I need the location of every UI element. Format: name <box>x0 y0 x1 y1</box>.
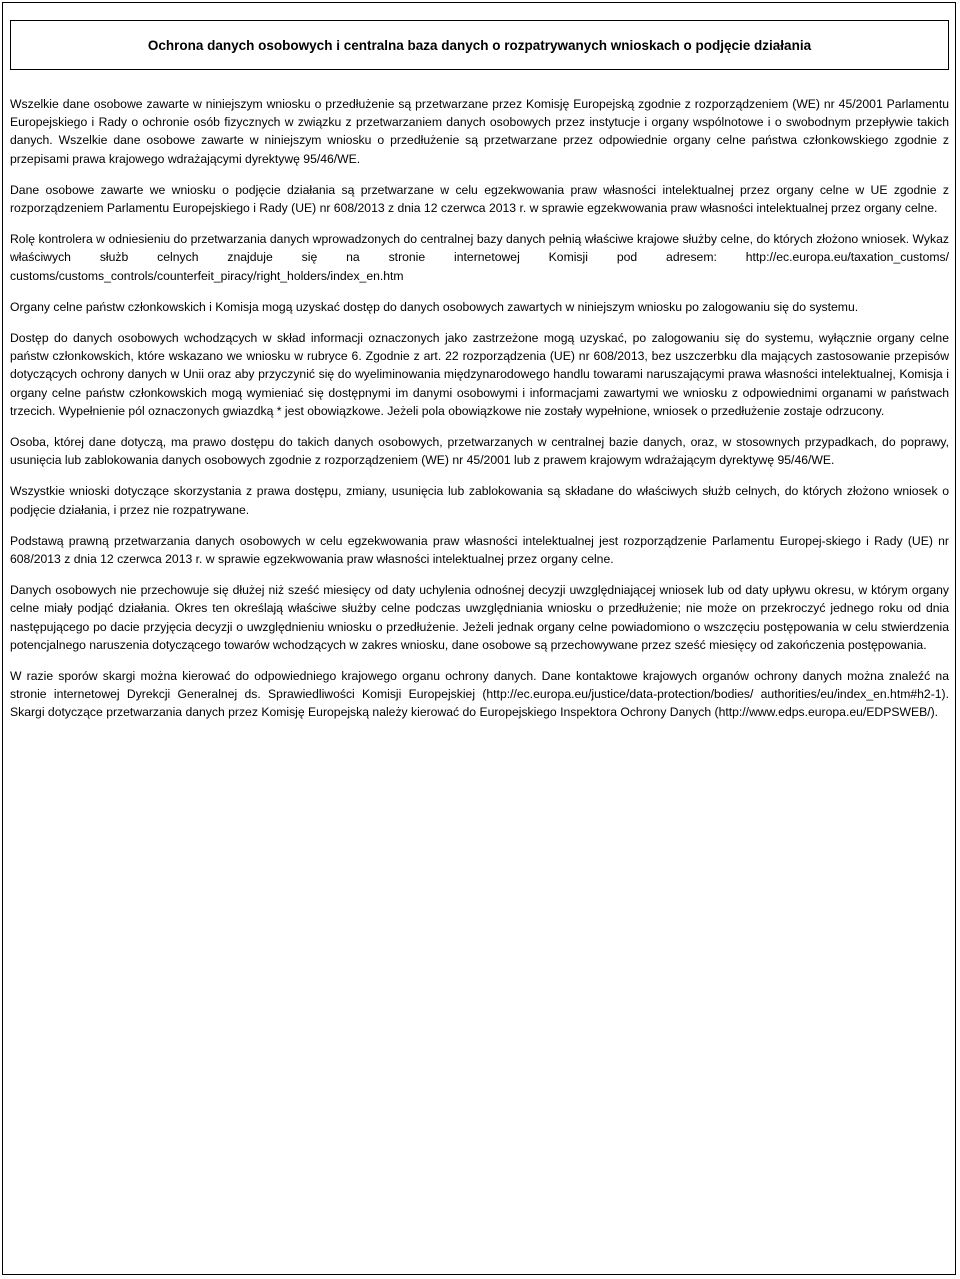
paragraph-retention-period: Danych osobowych nie przechowuje się dłużej niż sześć miesięcy od daty uchylenia odnośnej decyzji uwzględniającej wniosek lub od daty upływu okresu, w którym organy celne miały podjąć działania. Okres ten określają właściwe służby celne podczas uwzględniania wniosku o przedłużenie; nie może on przekroczyć jednego roku od dnia następującego po dacie przyjęcia decyzji o uwzględnieniu wniosku o przedłużenie. Jeżeli jednak organy celne powiadomiono o wszczęciu postępowania w celu stwierdzenia potencjalnego naruszenia dotyczącego towarów wchodzących w zakres wniosku, dane osobowe są przechowywane przez sześć miesięcy od zakończenia postępowania. <box>10 583 949 652</box>
paragraph-data-subject-rights: Osoba, której dane dotyczą, ma prawo dostępu do takich danych osobowych, przetwarzanych w centralnej bazie danych, oraz, w stosownych przypadkach, do poprawy, usunięcia lub zablokowania danych osobowych zgodnie z rozporządzeniem (WE) nr 45/2001 lub z prawem krajowym wdrażającym dyrektywę 95/46/WE. <box>10 435 949 468</box>
paragraph-data-processing-basis: Wszelkie dane osobowe zawarte w niniejszym wniosku o przedłużenie są przetwarzane przez Komisję Europejską zgodnie z rozporządzeniem (WE) nr 45/2001 Parlamentu Europejskiego i Rady o ochronie osób fizycznych w związku z przetwarzaniem danych osobowych przez instytucje i organy wspólnotowe i o swobodnym przepływie takich danych. Wszelkie dane osobowe zawarte w niniejszym wniosku o przedłużenie są przetwarzane przez odpowiednie organy celne państwa członkowskiego zgodnie z przepisami prawa krajowego wdrażającymi dyrektywę 95/46/WE. <box>10 97 949 166</box>
paragraph-requests-handling: Wszystkie wnioski dotyczące skorzystania z prawa dostępu, zmiany, usunięcia lub zablokowania są składane do właściwych służb celnych, do których złożono wniosek o podjęcie działania, i przez nie rozpatrywane. <box>10 484 949 517</box>
document-title: Ochrona danych osobowych i centralna baza danych o rozpatrywanych wnioskach o podjęcie działania <box>147 37 812 53</box>
paragraph-system-access: Organy celne państw członkowskich i Komisja mogą uzyskać dostęp do danych osobowych zawartych w niniejszym wniosku po zalogowaniu się do systemu. <box>10 299 859 314</box>
paragraph-complaints: W razie sporów skargi można kierować do odpowiedniego krajowego organu ochrony danych. Dane kontaktowe krajowych organów ochrony danych można znaleźć na stronie internetowej Dyrekcji Generalnej ds. Sprawiedliwości Komisji Europejskiej (http://ec.europa.eu/justice/data-protection/bodies/ authorities/eu/index_en.htm#h2-1). Skargi dotyczące przetwarzania danych przez Komisję Europejską należy kierować do Europejskiego Inspektora Ochrony Danych (http://www.edps.europa.eu/EDPSWEB/). <box>10 669 949 720</box>
title-box <box>10 20 949 70</box>
paragraph-restricted-access: Dostęp do danych osobowych wchodzących w skład informacji oznaczonych jako zastrzeżone mogą uzyskać, po zalogowaniu się do systemu, wyłącznie organy celne państw członkowskich, które wskazano we wniosku w rubryce 6. Zgodnie z art. 22 rozporządzenia (UE) nr 608/2013, bez uszczerbku dla mających zastosowanie przepisów dotyczących ochrony danych w Unii oraz aby przyczynić się do wyeliminowania międzynarodowego handlu towarami naruszającymi prawa własności intelektualnej, Komisja i organy celne państw członkowskich mogą wymieniać się dostępnymi im danymi osobowymi i informacjami zawartymi we wniosku z odpowiednimi organami w państwach trzecich. Wypełnienie pól oznaczonych gwiazdką * jest obowiązkowe. Jeżeli pola obowiązkowe nie zostały wypełnione, wniosek o przedłużenie zostaje odrzucony. <box>10 331 949 418</box>
paragraph-legal-basis: Podstawą prawną przetwarzania danych osobowych w celu egzekwowania praw własności intelektualnej jest rozporządzenie Parlamentu Europej-skiego i Rady (UE) nr 608/2013 z dnia 12 czerwca 2013 r. w sprawie egzekwowania praw własności intelektualnej przez organy celne. <box>10 533 949 567</box>
document-body <box>10 95 949 735</box>
paragraph-processing-purpose: Dane osobowe zawarte we wniosku o podjęcie działania są przetwarzane w celu egzekwowania praw własności intelektualnej przez organy celne w UE zgodnie z rozporządzeniem Parlamentu Europejskiego i Rady (UE) nr 608/2013 z dnia 12 czerwca 2013 r. w sprawie egzekwowania praw własności intelektualnej przez organy celne. <box>10 182 949 216</box>
paragraph-controller-role: Rolę kontrolera w odniesieniu do przetwarzania danych wprowadzonych do centralnej bazy danych pełnią właściwe krajowe służby celne, do których złożono wniosek. Wykaz właściwych służb celnych znajduje się na stronie internetowej Komisji pod adresem: http://ec.europa.eu/taxation_customs/ customs/customs_controls/counterfeit_piracy/right_holders/index_en.htm <box>10 232 949 283</box>
